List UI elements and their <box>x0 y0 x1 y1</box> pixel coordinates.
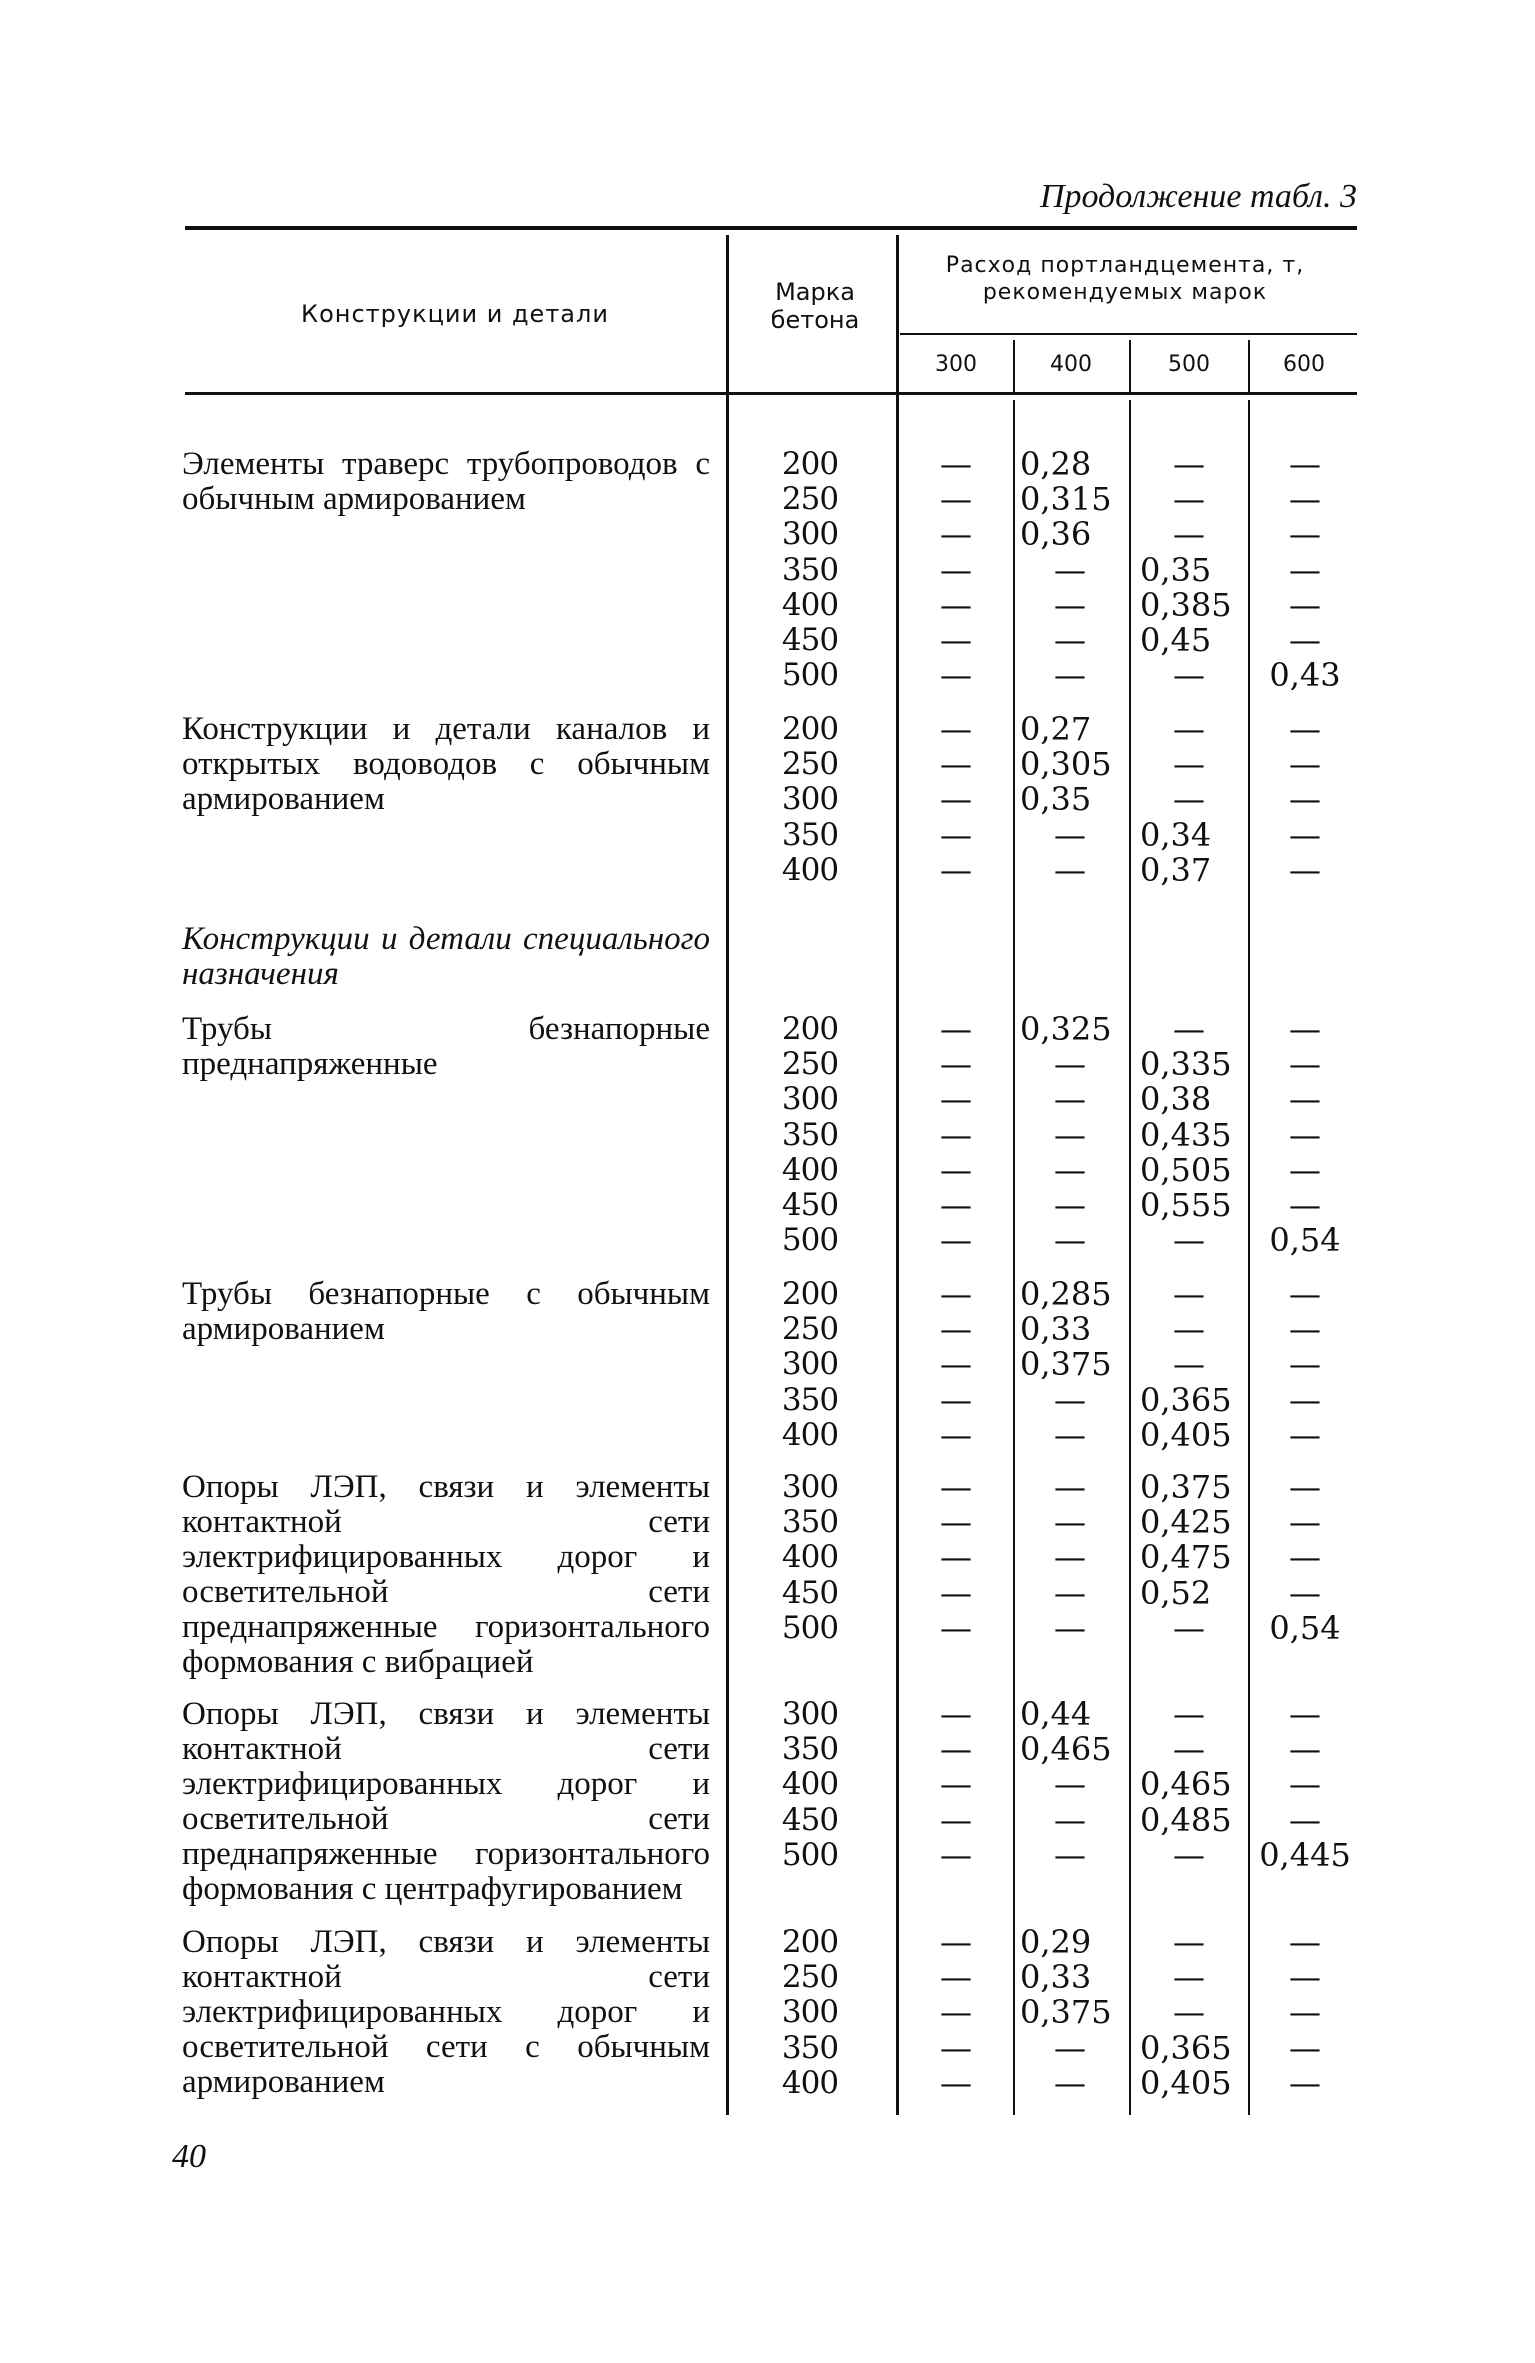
concrete-grade-cell: 500 <box>781 1222 839 1259</box>
cement-400-cell: — <box>1054 1150 1086 1189</box>
cement-500-cell: 0,475 <box>1140 1538 1232 1577</box>
concrete-grade-cell: 300 <box>781 1469 839 1505</box>
concrete-grade-cell: 400 <box>781 1151 839 1188</box>
cement-500-cell: — <box>1173 480 1205 519</box>
concrete-grade-cell: 400 <box>781 586 839 623</box>
cement-300-cell: — <box>940 1503 972 1542</box>
group-label: Трубы безнапорные преднапряженные <box>182 1011 710 1082</box>
cement-300-cell: — <box>940 1275 972 1313</box>
cement-500-cell: — <box>1173 1010 1205 1048</box>
cement-500-cell: — <box>1173 1695 1205 1733</box>
concrete-grade-cell: 300 <box>781 1994 839 2031</box>
cement-600-cell: — <box>1289 445 1321 483</box>
cement-500-cell: 0,52 <box>1140 1573 1212 1612</box>
cement-600-cell: — <box>1289 1310 1321 1349</box>
cement-300-cell: — <box>940 1730 972 1769</box>
cement-300-cell: — <box>940 480 972 519</box>
cement-500-cell: — <box>1173 1275 1205 1313</box>
header-consumption-line1: Расход портландцемента, т, <box>945 253 1305 278</box>
group-label: Конструкции и детали каналов и открытых водоводов с обычным армированием <box>182 711 710 817</box>
concrete-grade-cell: 500 <box>781 657 839 694</box>
cement-400-cell: — <box>1054 1221 1086 1260</box>
cement-500-cell: — <box>1173 780 1205 819</box>
cement-600-cell: — <box>1289 550 1321 589</box>
cement-500-cell: 0,365 <box>1140 2028 1232 2067</box>
cement-400-cell: 0,375 <box>1020 1345 1112 1384</box>
concrete-grade-cell: 250 <box>781 1046 839 1083</box>
cement-300-cell: — <box>940 1695 972 1733</box>
cement-500-cell: 0,405 <box>1140 2063 1232 2102</box>
cement-300-cell: — <box>940 550 972 589</box>
cement-500-cell: — <box>1173 1608 1205 1647</box>
group-label: Опоры ЛЭП, связи и элементы контактной сети электрифицированных дорог и осветительной сети преднапряженные горизонтального формования с центрафугированием <box>182 1696 710 1907</box>
cement-500-cell: 0,37 <box>1140 850 1212 889</box>
cement-300-cell: — <box>940 1573 972 1612</box>
cement-400-cell: 0,35 <box>1020 780 1092 819</box>
cement-300-cell: — <box>940 515 972 554</box>
concrete-grade-cell: 250 <box>781 481 839 518</box>
concrete-grade-cell: 400 <box>781 2064 839 2101</box>
cement-400-cell: — <box>1054 656 1086 695</box>
cement-500-cell: 0,35 <box>1140 550 1212 589</box>
cement-400-cell: — <box>1054 2028 1086 2067</box>
cement-300-cell: — <box>940 780 972 819</box>
cement-500-cell: — <box>1173 1993 1205 2032</box>
header-grade-line2: бетона <box>770 306 860 334</box>
cement-500-cell: 0,385 <box>1140 585 1232 624</box>
header-cement-300: 300 <box>935 352 977 377</box>
cement-500-cell: 0,485 <box>1140 1800 1232 1839</box>
cement-600-cell: — <box>1289 1080 1321 1119</box>
concrete-grade-cell: 350 <box>781 1116 839 1153</box>
cement-600-cell: 0,445 <box>1259 1835 1351 1874</box>
header-consumption-line2: рекомендуемых марок <box>982 280 1268 305</box>
cement-400-cell: — <box>1054 1800 1086 1839</box>
cement-600-cell: — <box>1289 621 1321 659</box>
cement-600-cell: — <box>1289 1695 1321 1733</box>
concrete-grade-cell: 300 <box>781 1696 839 1732</box>
cement-300-cell: — <box>940 1186 972 1224</box>
cement-300-cell: — <box>940 1080 972 1119</box>
cement-400-cell: — <box>1054 1045 1086 1084</box>
cement-500-cell: 0,34 <box>1140 815 1212 854</box>
cement-600-cell: — <box>1289 1958 1321 1997</box>
cement-300-cell: — <box>940 1993 972 2032</box>
cement-500-cell: — <box>1173 710 1205 748</box>
header-cement-consumption <box>905 252 1345 306</box>
cement-600-cell: — <box>1289 1415 1321 1454</box>
cement-600-cell: — <box>1289 1010 1321 1048</box>
cement-300-cell: — <box>940 1923 972 1961</box>
cement-300-cell: — <box>940 745 972 784</box>
cement-300-cell: — <box>940 1310 972 1349</box>
concrete-grade-cell: 350 <box>781 816 839 853</box>
cement-600-cell: — <box>1289 480 1321 519</box>
cement-500-cell: — <box>1173 1730 1205 1769</box>
cement-600-cell: — <box>1289 780 1321 819</box>
cement-600-cell: — <box>1289 1765 1321 1804</box>
cement-500-cell: 0,555 <box>1140 1186 1232 1224</box>
cement-400-cell: 0,27 <box>1020 710 1092 748</box>
cement-300-cell: — <box>940 815 972 854</box>
concrete-grade-cell: 300 <box>781 781 839 818</box>
header-grade-line1: Марка <box>775 278 855 306</box>
header-concrete-grade <box>735 278 895 334</box>
cement-500-cell: — <box>1173 1923 1205 1961</box>
cement-400-cell: 0,465 <box>1020 1730 1112 1769</box>
cement-300-cell: — <box>940 1835 972 1874</box>
cement-400-cell: 0,325 <box>1020 1010 1112 1048</box>
cement-300-cell: — <box>940 1765 972 1804</box>
cement-300-cell: — <box>940 1045 972 1084</box>
cement-300-cell: — <box>940 1800 972 1839</box>
cement-600-cell: — <box>1289 1993 1321 2032</box>
cement-600-cell: 0,54 <box>1269 1221 1341 1260</box>
cement-300-cell: — <box>940 850 972 889</box>
cement-300-cell: — <box>940 1958 972 1997</box>
concrete-grade-cell: 450 <box>781 1574 839 1611</box>
table-top-rule <box>185 226 1357 230</box>
grade-column-left-divider <box>726 235 729 2115</box>
cement-400-cell: — <box>1054 815 1086 854</box>
cement-600-cell: — <box>1289 1730 1321 1769</box>
cement-500-cell: — <box>1173 445 1205 483</box>
header-bottom-rule <box>185 392 1357 395</box>
concrete-grade-cell: 400 <box>781 851 839 888</box>
concrete-grade-cell: 300 <box>781 516 839 553</box>
cement-400-cell: 0,315 <box>1020 480 1112 519</box>
cement-400-cell: 0,44 <box>1020 1695 1092 1733</box>
cement-600-cell: — <box>1289 745 1321 784</box>
concrete-grade-cell: 350 <box>781 2029 839 2066</box>
cement-400-cell: 0,29 <box>1020 1923 1092 1961</box>
group-label: Элементы траверс трубопроводов с обычным армированием <box>182 446 710 517</box>
cement-600-cell: — <box>1289 2063 1321 2102</box>
concrete-grade-cell: 250 <box>781 1959 839 1996</box>
concrete-grade-cell: 200 <box>781 446 839 482</box>
cement-500-cell: 0,505 <box>1140 1150 1232 1189</box>
concrete-grade-cell: 300 <box>781 1346 839 1383</box>
concrete-grade-cell: 350 <box>781 1381 839 1418</box>
group-label: Опоры ЛЭП, связи и элементы контактной сети электрифицированных дорог и осветительной сети преднапряженные горизонтального формования с вибрацией <box>182 1469 710 1680</box>
cement-300-cell: — <box>940 1115 972 1154</box>
concrete-grade-cell: 200 <box>781 1924 839 1960</box>
header-cement-400: 400 <box>1050 352 1092 377</box>
cement-500-cell: 0,465 <box>1140 1765 1232 1804</box>
cement-300-cell: — <box>940 621 972 659</box>
cement-400-cell: 0,305 <box>1020 745 1112 784</box>
cement-600-cell: 0,43 <box>1269 656 1341 695</box>
cement-400-cell: 0,375 <box>1020 1993 1112 2032</box>
cement-600-cell: — <box>1289 1115 1321 1154</box>
concrete-grade-cell: 400 <box>781 1539 839 1576</box>
concrete-grade-cell: 200 <box>781 1276 839 1312</box>
cement-300-cell: — <box>940 1415 972 1454</box>
cement-400-cell: — <box>1054 850 1086 889</box>
concrete-grade-cell: 500 <box>781 1609 839 1646</box>
cement-500-cell: 0,45 <box>1140 621 1212 659</box>
concrete-grade-cell: 400 <box>781 1416 839 1453</box>
header-constructions: Конструкции и детали <box>301 300 609 328</box>
consumption-subheader-rule <box>900 333 1357 335</box>
concrete-grade-cell: 350 <box>781 1504 839 1541</box>
header-cement-500: 500 <box>1168 352 1210 377</box>
concrete-grade-cell: 450 <box>781 622 839 658</box>
cement-600-cell: — <box>1289 815 1321 854</box>
cement-600-cell: — <box>1289 1275 1321 1313</box>
concrete-grade-cell: 250 <box>781 746 839 783</box>
cement-600-cell: — <box>1289 710 1321 748</box>
cement-500-cell: — <box>1173 1221 1205 1260</box>
cement-400-cell: 0,36 <box>1020 515 1092 554</box>
cement-400-cell: — <box>1054 1573 1086 1612</box>
cement-400-cell: — <box>1054 1186 1086 1224</box>
cement-500-cell: — <box>1173 515 1205 554</box>
cement-400-cell: — <box>1054 1380 1086 1419</box>
cement-600-cell: — <box>1289 1150 1321 1189</box>
cement-500-cell: 0,405 <box>1140 1415 1232 1454</box>
cement-400-cell: — <box>1054 1538 1086 1577</box>
group-label: Опоры ЛЭП, связи и элементы контактной сети электрифицированных дорог и осветительной сети с обычным армированием <box>182 1924 710 2100</box>
header-cement-600: 600 <box>1283 352 1325 377</box>
cement-300-cell: — <box>940 1538 972 1577</box>
grade-column-right-divider <box>896 235 899 2115</box>
cement-300-cell: — <box>940 1221 972 1260</box>
cement-300-cell: — <box>940 1010 972 1048</box>
cement-500-cell: 0,335 <box>1140 1045 1232 1084</box>
cement-600-cell: — <box>1289 515 1321 554</box>
cement-600-cell: — <box>1289 585 1321 624</box>
cement-300-cell: — <box>940 1345 972 1384</box>
cement-500-cell: — <box>1173 1345 1205 1384</box>
cement-600-cell: — <box>1289 2028 1321 2067</box>
cement-600-cell: — <box>1289 1923 1321 1961</box>
cement-400-cell: 0,33 <box>1020 1310 1092 1349</box>
concrete-grade-cell: 500 <box>781 1836 839 1873</box>
cement-300-cell: — <box>940 1608 972 1647</box>
cement-400-cell: — <box>1054 1835 1086 1874</box>
cement-300-cell: — <box>940 445 972 483</box>
group-label: Конструкции и детали специального назначения <box>182 921 710 992</box>
cement-400-cell: — <box>1054 585 1086 624</box>
cement-400-cell: — <box>1054 1080 1086 1119</box>
cement-400-cell: 0,285 <box>1020 1275 1112 1313</box>
cement-300-cell: — <box>940 656 972 695</box>
cement-500-cell: 0,365 <box>1140 1380 1232 1419</box>
page-number: 40 <box>172 2138 206 2175</box>
cement-300-cell: — <box>940 2063 972 2102</box>
concrete-grade-cell: 250 <box>781 1311 839 1348</box>
cement-400-cell: — <box>1054 1468 1086 1506</box>
concrete-grade-cell: 200 <box>781 1011 839 1047</box>
cement-400-cell: 0,33 <box>1020 1958 1092 1997</box>
cement-400-cell: — <box>1054 621 1086 659</box>
concrete-grade-cell: 350 <box>781 551 839 588</box>
cement-300-cell: — <box>940 585 972 624</box>
cement-400-cell: — <box>1054 2063 1086 2102</box>
cement-600-cell: — <box>1289 1380 1321 1419</box>
cement-600-cell: — <box>1289 1800 1321 1839</box>
cement-600-cell: — <box>1289 1503 1321 1542</box>
cement-600-cell: — <box>1289 1538 1321 1577</box>
concrete-grade-cell: 450 <box>781 1187 839 1223</box>
concrete-grade-cell: 450 <box>781 1801 839 1838</box>
cement-400-cell: — <box>1054 1608 1086 1647</box>
cement-400-cell: — <box>1054 550 1086 589</box>
cement-400-cell: 0,28 <box>1020 445 1092 483</box>
cement-600-cell: — <box>1289 850 1321 889</box>
cement-300-cell: — <box>940 1150 972 1189</box>
concrete-grade-cell: 300 <box>781 1081 839 1118</box>
cement-500-cell: — <box>1173 745 1205 784</box>
cement-400-cell: — <box>1054 1415 1086 1454</box>
concrete-grade-cell: 350 <box>781 1731 839 1768</box>
cement-600-cell: — <box>1289 1468 1321 1506</box>
table-caption: Продолжение табл. 3 <box>1039 178 1357 215</box>
concrete-grade-cell: 400 <box>781 1766 839 1803</box>
cement-500-cell: 0,38 <box>1140 1080 1212 1119</box>
cement-600-cell: 0,54 <box>1269 1608 1341 1647</box>
cement-500-cell: — <box>1173 1958 1205 1997</box>
cement-600-cell: — <box>1289 1573 1321 1612</box>
cement-500-cell: 0,375 <box>1140 1468 1232 1506</box>
cement-300-cell: — <box>940 710 972 748</box>
cement-500-cell: 0,425 <box>1140 1503 1232 1542</box>
cement-600-cell: — <box>1289 1186 1321 1224</box>
cement-400-cell: — <box>1054 1115 1086 1154</box>
cement-400-cell: — <box>1054 1503 1086 1542</box>
cement-500-cell: — <box>1173 1310 1205 1349</box>
concrete-grade-cell: 200 <box>781 711 839 747</box>
cement-600-cell: — <box>1289 1345 1321 1384</box>
cement-500-cell: 0,435 <box>1140 1115 1232 1154</box>
cement-500-cell: — <box>1173 1835 1205 1874</box>
cement-300-cell: — <box>940 2028 972 2067</box>
group-label: Трубы безнапорные с обычным армированием <box>182 1276 710 1347</box>
cement-500-cell: — <box>1173 656 1205 695</box>
cement-300-cell: — <box>940 1380 972 1419</box>
cement-600-cell: — <box>1289 1045 1321 1084</box>
cement-400-cell: — <box>1054 1765 1086 1804</box>
cement-300-cell: — <box>940 1468 972 1506</box>
